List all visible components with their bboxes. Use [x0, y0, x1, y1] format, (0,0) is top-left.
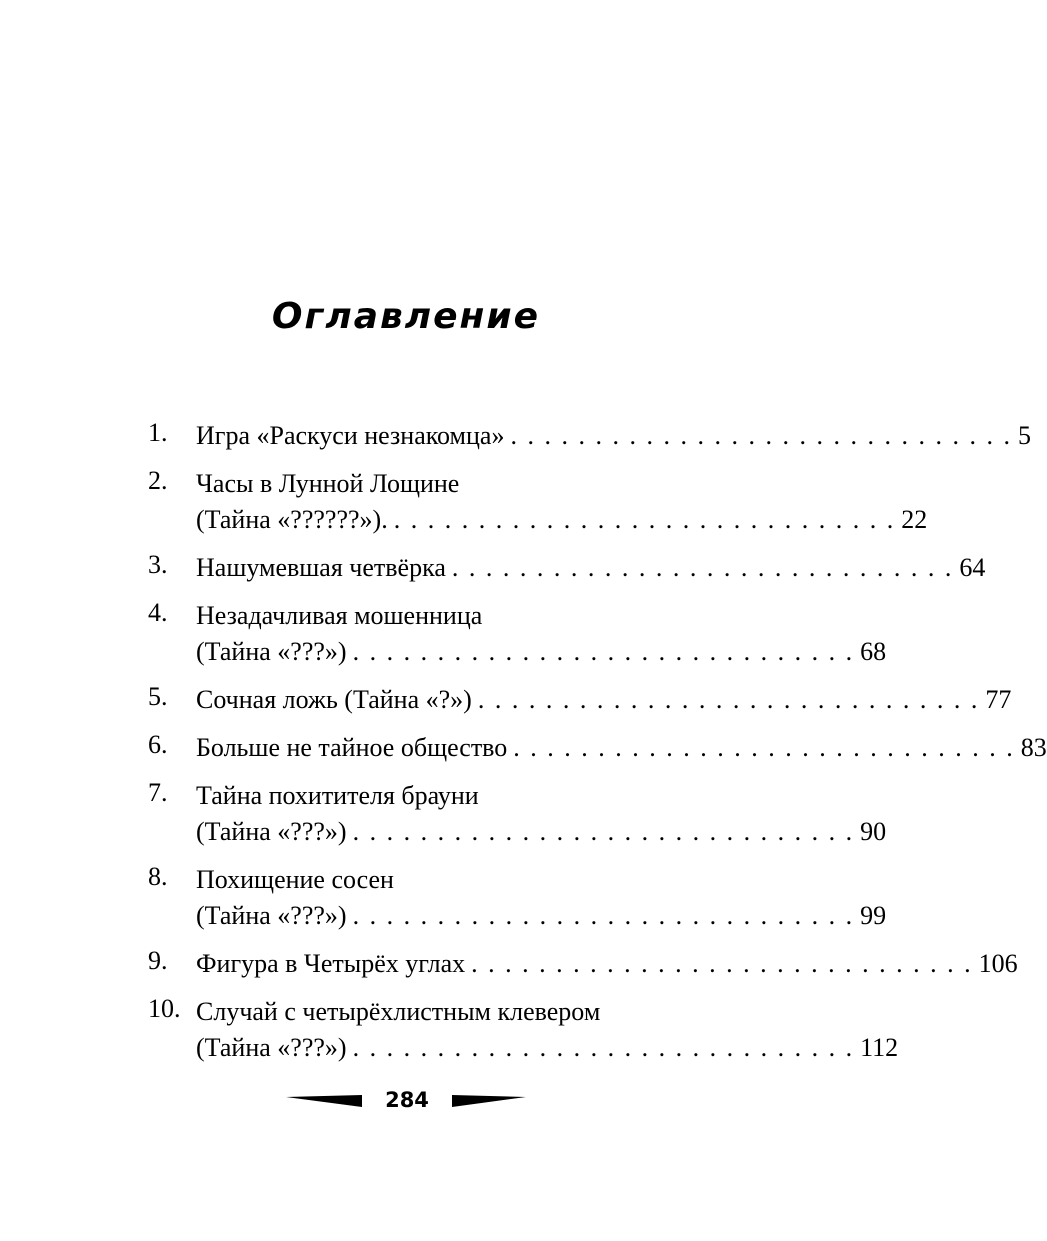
toc-entry [148, 682, 1012, 718]
toc-leader-dots: . . . . . . . . . . . . . . . . . . . . . . . . . . . . . . [352, 637, 855, 666]
toc-entry-number: 10. [148, 994, 181, 1023]
toc-entry-number: 5. [148, 682, 168, 711]
toc-entry [148, 418, 1031, 454]
toc-entry-page: 64 [959, 553, 986, 582]
toc-entry-title: Часы в Лунной Лощине [196, 469, 460, 498]
table-of-contents [148, 418, 1047, 1078]
toc-entry-number: 6. [148, 730, 168, 759]
toc-leader-dots: . . . . . . . . . . . . . . . . . . . . . . . . . . . . . . [477, 685, 980, 714]
toc-entry-title: Похищение сосен [196, 865, 394, 894]
toc-leader-dots: . . . . . . . . . . . . . . . . . . . . . . . . . . . . . . [513, 733, 1015, 762]
toc-entry [148, 730, 1047, 766]
toc-entry-title-continued: (Тайна «???») [196, 817, 347, 846]
toc-leader-dots: . . . . . . . . . . . . . . . . . . . . . . . . . . . . . . [393, 505, 896, 534]
toc-entry-title-continued: (Тайна «???») [196, 637, 347, 666]
toc-leader-dots: . . . . . . . . . . . . . . . . . . . . . . . . . . . . . . [352, 901, 855, 930]
toc-entry-title-continued: (Тайна «???») [196, 1033, 347, 1062]
toc-entry-page: 99 [860, 901, 887, 930]
page-footer [0, 1086, 768, 1116]
toc-entry-number: 2. [148, 466, 168, 495]
toc-entry-title: Сочная ложь (Тайна «?») [196, 685, 472, 714]
page-number: 284 [385, 1088, 429, 1112]
toc-entry [148, 862, 887, 934]
toc-entry-number: 4. [148, 598, 168, 627]
toc-entry-title: Незадачливая мошенница [196, 601, 483, 630]
toc-leader-dots: . . . . . . . . . . . . . . . . . . . . . . . . . . . . . . [451, 553, 954, 582]
toc-entry-title: Фигура в Четырёх углах [196, 949, 466, 978]
toc-entry-page: 5 [1017, 421, 1031, 450]
toc-entry-title: Случай с четырёхлистным клевером [196, 997, 601, 1026]
toc-leader-dots: . . . . . . . . . . . . . . . . . . . . . . . . . . . . . . [352, 817, 855, 846]
toc-entry [148, 994, 899, 1066]
toc-entry-page: 112 [860, 1033, 899, 1062]
toc-entry [148, 550, 986, 586]
toc-entry-page: 22 [901, 505, 928, 534]
toc-entry-title-continued: (Тайна «??????»). [196, 505, 388, 534]
toc-entry-number: 8. [148, 862, 168, 891]
toc-entry-number: 9. [148, 946, 168, 975]
toc-entry-page: 83 [1020, 733, 1047, 762]
toc-entry-title: Тайна похитителя брауни [196, 781, 479, 810]
toc-entry-number: 1. [148, 418, 168, 447]
toc-entry [148, 946, 1018, 982]
toc-entry [148, 598, 887, 670]
toc-leader-dots: . . . . . . . . . . . . . . . . . . . . . . . . . . . . . . [352, 1033, 855, 1062]
toc-entry-title: Больше не тайное общество [196, 733, 508, 762]
toc-leader-dots: . . . . . . . . . . . . . . . . . . . . . . . . . . . . . . [510, 421, 1012, 450]
toc-entry-page: 77 [985, 685, 1012, 714]
right-ornament-icon [452, 1095, 526, 1107]
toc-entry [148, 466, 928, 538]
toc-leader-dots: . . . . . . . . . . . . . . . . . . . . . . . . . . . . . . [471, 949, 973, 978]
left-ornament-icon [286, 1095, 362, 1107]
toc-entry-title: Игра «Раскуси незнакомца» [196, 421, 505, 450]
toc-entry-page: 68 [860, 637, 887, 666]
page-title: Оглавление [271, 296, 541, 337]
toc-entry-title-continued: (Тайна «???») [196, 901, 347, 930]
toc-entry-title: Нашумевшая четвёрка [196, 553, 446, 582]
toc-entry-page: 90 [860, 817, 887, 846]
toc-entry-number: 7. [148, 778, 168, 807]
toc-entry-page: 106 [978, 949, 1018, 978]
toc-entry-number: 3. [148, 550, 168, 579]
toc-entry [148, 778, 887, 850]
